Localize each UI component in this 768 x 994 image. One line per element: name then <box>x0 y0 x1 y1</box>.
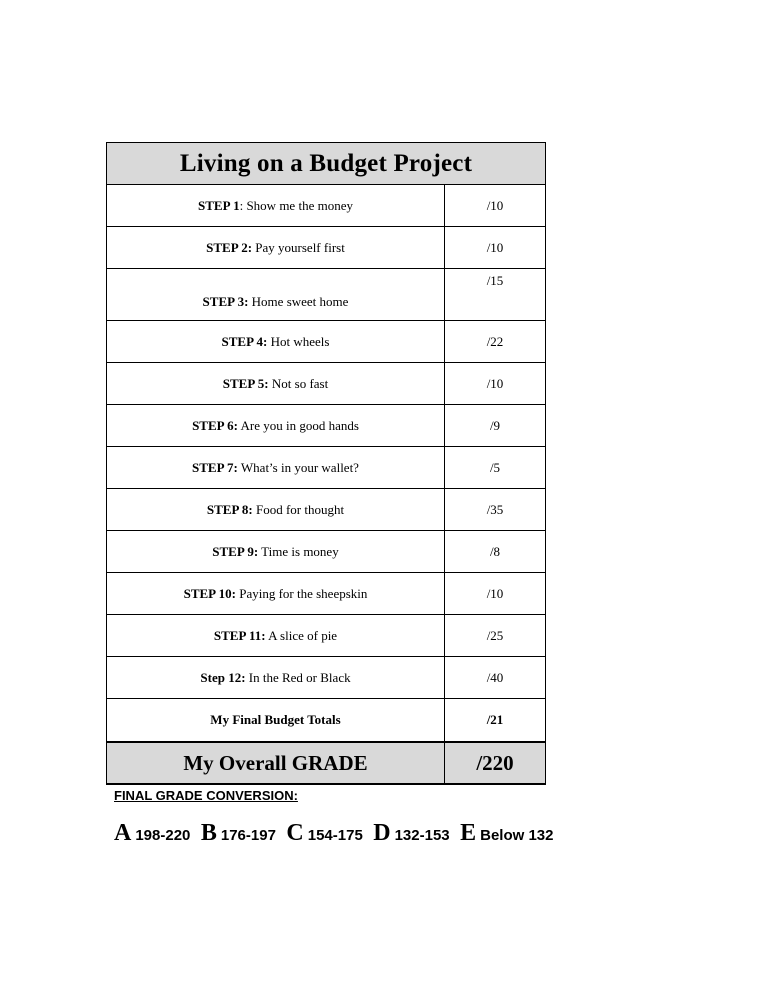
table-row <box>107 269 546 321</box>
grade-letter: B <box>200 820 217 846</box>
step-description: A slice of pie <box>268 627 338 643</box>
step-points: /10 <box>445 363 546 405</box>
table-title-row <box>107 143 546 185</box>
step-label: STEP 5: <box>222 375 269 391</box>
overall-grade-row <box>107 742 546 784</box>
step-cell <box>107 227 445 269</box>
step-description: Pay yourself first <box>255 239 345 255</box>
step-cell <box>107 321 445 363</box>
step-points: /15 <box>445 269 546 321</box>
step-label: STEP 8: <box>206 501 253 517</box>
overall-grade-points: /220 <box>445 742 546 784</box>
table-row <box>107 489 546 531</box>
step-cell <box>107 573 445 615</box>
step-cell <box>107 269 445 321</box>
budget-score-table <box>106 142 546 785</box>
step-description: Not so fast <box>271 375 329 391</box>
step-label: STEP 1 <box>198 197 240 213</box>
step-description: Time is money <box>261 543 339 559</box>
final-totals-points: /21 <box>445 699 546 743</box>
step-points: /10 <box>445 573 546 615</box>
table-row <box>107 615 546 657</box>
step-cell <box>107 531 445 573</box>
table-row <box>107 573 546 615</box>
step-separator: : <box>239 197 247 213</box>
table-row <box>107 321 546 363</box>
table-row <box>107 657 546 699</box>
grade-conversion-scale <box>114 820 674 847</box>
grade-range: 176-197 <box>220 827 276 844</box>
grade-range: Below 132 <box>480 827 554 844</box>
grade-range: 198-220 <box>135 827 191 844</box>
table-row <box>107 531 546 573</box>
step-cell <box>107 405 445 447</box>
step-label: STEP 10: <box>183 585 236 601</box>
step-points: /40 <box>445 657 546 699</box>
step-description: Food for thought <box>256 501 345 517</box>
overall-grade-label: My Overall GRADE <box>107 742 445 784</box>
step-cell <box>107 489 445 531</box>
step-cell <box>107 363 445 405</box>
step-points: /25 <box>445 615 546 657</box>
step-description: Hot wheels <box>270 333 330 349</box>
grade-letter: C <box>286 820 304 846</box>
table-row <box>107 363 546 405</box>
step-cell <box>107 447 445 489</box>
table-row <box>107 447 546 489</box>
step-points: /9 <box>445 405 546 447</box>
step-points: /5 <box>445 447 546 489</box>
step-points: /10 <box>445 227 546 269</box>
grade-letter: E <box>460 820 477 846</box>
table-row <box>107 405 546 447</box>
step-label: STEP 6: <box>192 417 238 433</box>
step-points: /22 <box>445 321 546 363</box>
step-description: In the Red or Black <box>248 669 351 685</box>
final-totals-label: My Final Budget Totals <box>107 699 445 743</box>
table-row <box>107 185 546 227</box>
table-title: Living on a Budget Project <box>107 143 546 185</box>
step-cell <box>107 185 445 227</box>
table-row <box>107 227 546 269</box>
grade-conversion-title: FINAL GRADE CONVERSION: <box>114 788 298 803</box>
step-label: STEP 7: <box>192 459 238 475</box>
step-label: STEP 9: <box>212 543 259 559</box>
step-points: /35 <box>445 489 546 531</box>
step-points: /8 <box>445 531 546 573</box>
step-description: Home sweet home <box>251 294 349 309</box>
step-label: STEP 11: <box>213 627 266 643</box>
grade-range: 132-153 <box>394 827 450 844</box>
step-label: STEP 4: <box>221 333 268 349</box>
step-label: STEP 2: <box>206 239 253 255</box>
step-description: Show me the money <box>246 197 353 213</box>
step-description: Paying for the sheepskin <box>239 585 368 601</box>
step-label: STEP 3: <box>202 294 249 309</box>
step-description: What’s in your wallet? <box>240 459 359 475</box>
final-totals-row <box>107 699 546 743</box>
grade-letter: A <box>114 820 132 846</box>
step-description: Are you in good hands <box>240 417 359 433</box>
grade-letter: D <box>373 820 391 846</box>
step-label: Step 12: <box>200 669 246 685</box>
step-cell <box>107 615 445 657</box>
step-cell <box>107 657 445 699</box>
grade-range: 154-175 <box>307 827 363 844</box>
step-points: /10 <box>445 185 546 227</box>
